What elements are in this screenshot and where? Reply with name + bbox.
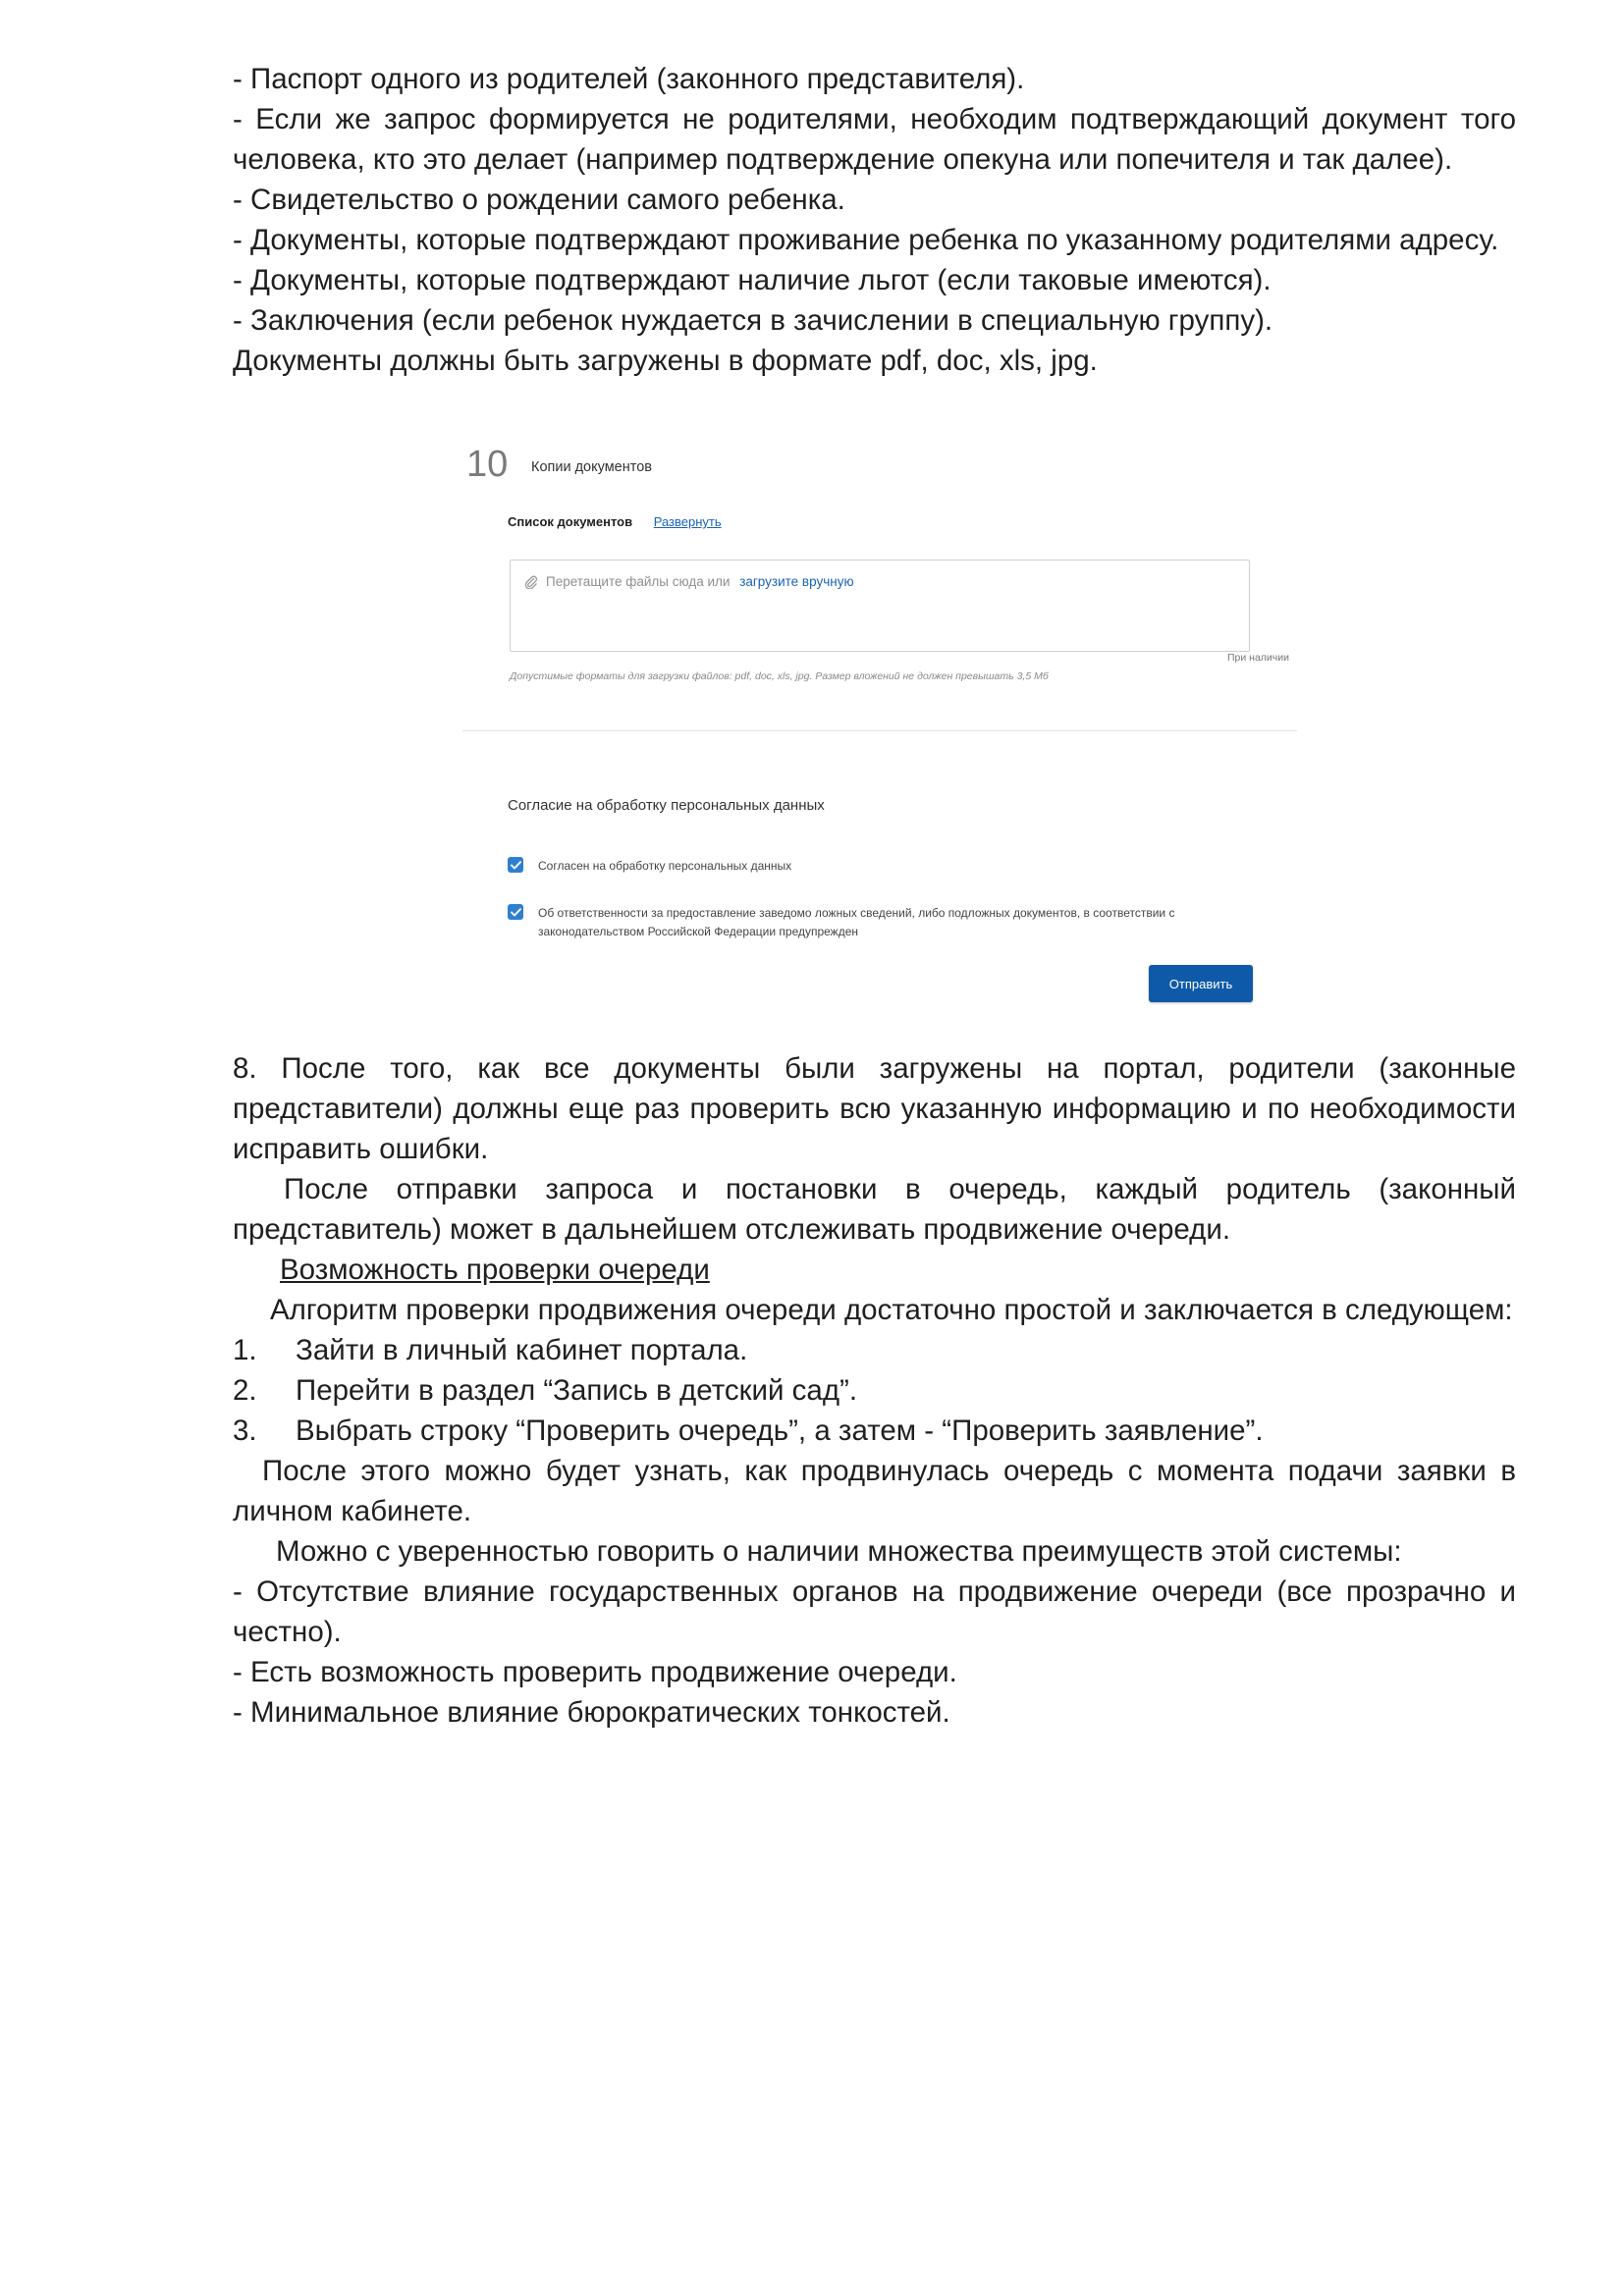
list-text: Перейти в раздел “Запись в детский сад”. [296,1374,858,1407]
upload-manually-link[interactable]: загрузите вручную [739,574,854,589]
paperclip-icon [524,575,538,589]
step-title: Копии документов [531,459,652,475]
list-number: 2. [233,1374,257,1407]
list-text: Выбрать строку “Проверить очередь”, а затем - “Проверить заявление”. [296,1415,1264,1447]
dropzone-text [546,574,854,589]
file-dropzone[interactable] [510,560,1250,652]
doc-list-label: Список документов [508,514,633,529]
paragraph-after-submit: После отправки запроса и постановки в очередь, каждый родитель (законный представитель) может в дальнейшем отслеживать продвижение очереди. [233,1173,1516,1246]
list-item [233,1370,1516,1411]
doc-item-birth-certificate: - Свидетельство о рождении самого ребенка. [233,184,845,216]
embedded-form-screenshot [458,442,1302,1011]
document-top-text [233,59,1516,381]
list-number: 3. [233,1415,257,1447]
doc-item-residence: - Документы, которые подтверждают проживание ребенка по указанному родителями адресу. [233,224,1499,256]
consent-title: Согласие на обработку персональных данных [508,797,825,814]
list-number: 1. [233,1334,257,1366]
consent-checkbox[interactable] [508,857,523,873]
doc-list-row [508,514,722,529]
drop-instruction: Перетащите файлы сюда или [546,574,731,589]
section-heading-queue-check: Возможность проверки очереди [280,1254,710,1286]
doc-formats-line: Документы должны быть загружены в формате pdf, doc, xls, jpg. [233,345,1098,377]
check-icon [511,861,521,870]
doc-item-passport: - Паспорт одного из родителей (законного представителя). [233,63,1025,95]
document-bottom-text [233,1048,1516,1733]
advantage-item: - Отсутствие влияние государственных органов на продвижение очереди (все прозрачно и честно). [233,1575,1516,1648]
paragraph-after-check: После этого можно будет узнать, как продвинулась очередь с момента подачи заявки в личном кабинете. [233,1455,1516,1527]
submit-button[interactable]: Отправить [1149,965,1253,1002]
doc-item-benefits: - Документы, которые подтверждают наличие льгот (если таковые имеются). [233,264,1272,296]
if-any-label: При наличии [1227,652,1289,664]
check-icon [511,908,521,917]
list-text: Зайти в личный кабинет портала. [296,1334,748,1366]
doc-item-guardian: - Если же запрос формируется не родителями, необходим подтверждающий документ того человека, кто это делает (например подтверждение опекуна или попечителя и так далее). [233,103,1516,176]
paragraph-advantages-intro: Можно с уверенностью говорить о наличии множества преимуществ этой системы: [276,1535,1402,1568]
doc-item-conclusions: - Заключения (если ребенок нуждается в зачислении в специальную группу). [233,304,1273,337]
expand-link[interactable]: Развернуть [653,514,722,529]
divider [462,730,1297,731]
consent-checkbox-row[interactable] [508,857,791,876]
advantage-item: - Есть возможность проверить продвижение очереди. [233,1656,957,1688]
advantage-item: - Минимальное влияние бюрократических тонкостей. [233,1696,950,1729]
formats-note: Допустимые форматы для загрузки файлов: pdf, doc, xls, jpg. Размер вложений не должен превышать 3,5 Мб [510,670,1049,682]
list-item [233,1411,1516,1451]
liability-checkbox[interactable] [508,904,523,920]
list-item [233,1330,1516,1370]
step-number: 10 [466,444,509,485]
paragraph-algorithm: Алгоритм проверки продвижения очереди достаточно простой и заключается в следующем: [270,1294,1513,1326]
liability-checkbox-label: Об ответственности за предоставление заведомо ложных сведений, либо подложных документов, в соответствии с законодательством Российской Федерации предупрежден [538,906,1175,938]
consent-checkbox-label: Согласен на обработку персональных данных [538,859,792,873]
liability-checkbox-row[interactable] [508,904,1195,941]
paragraph-step-8: 8. После того, как все документы были загружены на портал, родители (законные представители) должны еще раз проверить всю указанную информацию и по необходимости исправить ошибки. [233,1052,1516,1165]
